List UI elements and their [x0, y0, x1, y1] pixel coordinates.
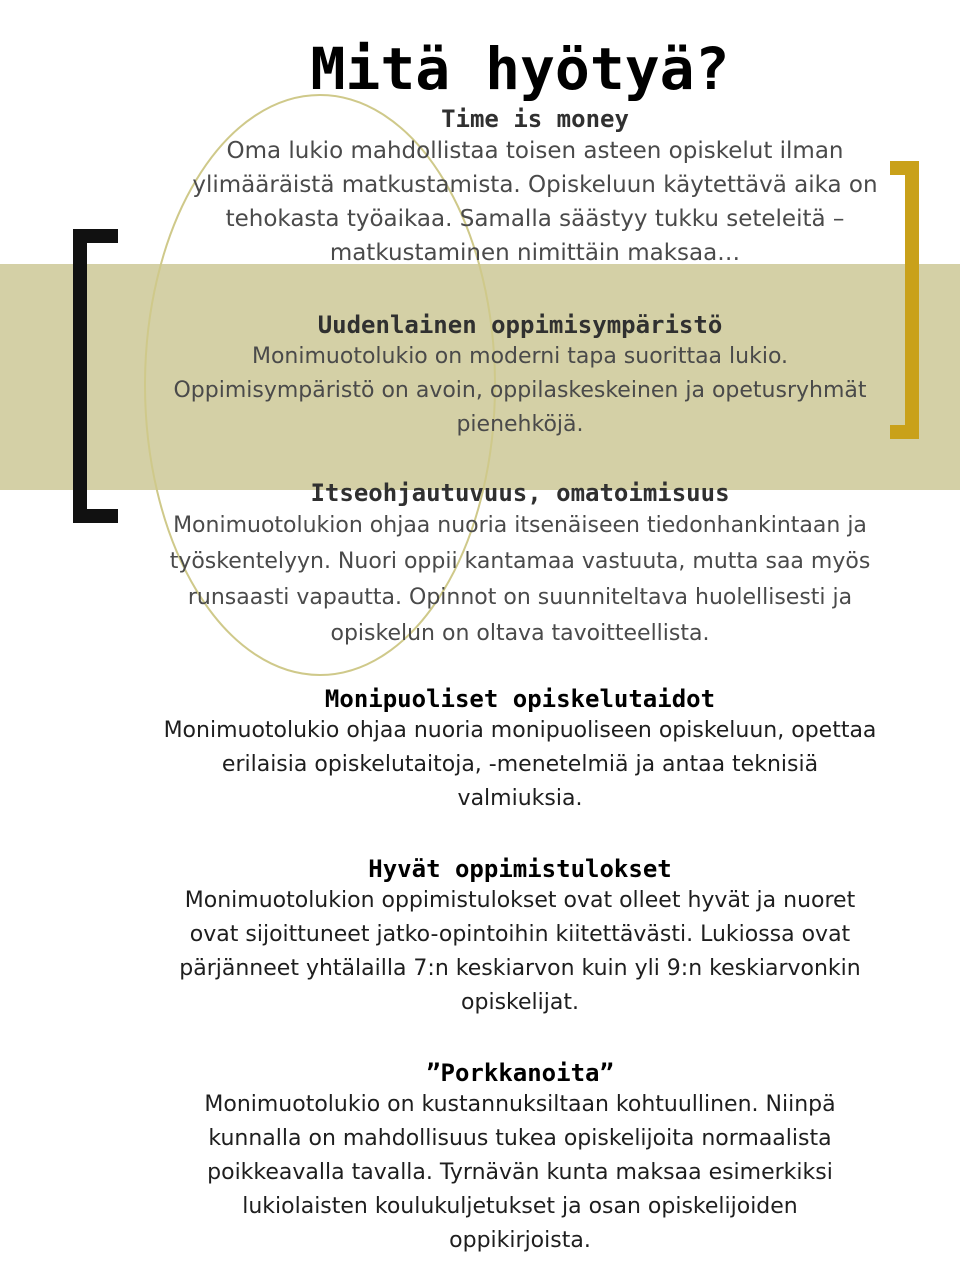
- page-title: Mitä hyötyä?: [310, 34, 730, 103]
- section-line: opiskelijat.: [461, 990, 579, 1015]
- section-line: valmiuksia.: [457, 786, 583, 811]
- section-line: tehokasta työaikaa. Samalla säästyy tukku seteleitä –: [225, 206, 845, 232]
- section-incentives: [70, 1058, 960, 1258]
- section-self-direction: [90, 478, 950, 652]
- section-line: oppikirjoista.: [449, 1228, 591, 1253]
- section-line: Monimuotolukio on moderni tapa suorittaa lukio.: [251, 344, 789, 369]
- section-heading: Hyvät oppimistulokset: [368, 855, 672, 883]
- section-heading: Uudenlainen oppimisympäristö: [317, 311, 723, 339]
- section-line: erilaisia opiskelutaitoja, -menetelmiä ja antaa teknisiä: [221, 752, 819, 777]
- section-learning-results: [70, 854, 960, 1020]
- section-time-is-money: [135, 104, 935, 270]
- section-line: Monimuotolukion oppimistulokset ovat olleet hyvät ja nuoret: [184, 888, 856, 913]
- section-line: poikkeavalla tavalla. Tyrnävän kunta maksaa esimerkiksi: [207, 1160, 833, 1185]
- section-heading: Itseohjautuvuus, omatoimisuus: [310, 479, 730, 507]
- section-line: matkustaminen nimittäin maksaa…: [329, 240, 741, 266]
- section-line: lukiolaisten koulukuljetukset ja osan opiskelijoiden: [242, 1194, 798, 1219]
- section-line: Monimuotolukio on kustannuksiltaan kohtuullinen. Niinpä: [204, 1092, 836, 1117]
- section-line: opiskelun on oltava tavoitteellista.: [330, 621, 710, 646]
- section-line: Monimuotolukion ohjaa nuoria itsenäiseen tiedonhankintaan ja: [173, 513, 867, 538]
- section-line: pienehköjä.: [456, 412, 584, 437]
- section-line: ovat sijoittuneet jatko-opintoihin kiitettävästi. Lukiossa ovat: [189, 922, 851, 947]
- section-line: ylimääräistä matkustamista. Opiskeluun käytettävä aika on: [192, 172, 878, 198]
- section-line: Monimuotolukio ohjaa nuoria monipuoliseen opiskeluun, opettaa: [163, 718, 877, 743]
- section-line: pärjänneet yhtälailla 7:n keskiarvon kuin yli 9:n keskiarvonkin: [179, 956, 861, 981]
- section-study-skills: [70, 684, 960, 816]
- section-line: Oppimisympäristö on avoin, oppilaskeskeinen ja opetusryhmät: [173, 378, 867, 403]
- section-line: kunnalla on mahdollisuus tukea opiskelijoita normaalista: [208, 1126, 832, 1151]
- section-heading: ”Porkkanoita”: [426, 1059, 614, 1087]
- section-line: Oma lukio mahdollistaa toisen asteen opiskelut ilman: [226, 138, 844, 164]
- section-line: työskentelyyn. Nuori oppii kantamaa vastuuta, mutta saa myös: [169, 549, 871, 574]
- section-heading: Time is money: [441, 105, 629, 133]
- section-learning-environment: [90, 310, 950, 442]
- section-line: runsaasti vapautta. Opinnot on suunniteltava huolellisesti ja: [187, 585, 853, 610]
- section-heading: Monipuoliset opiskelutaidot: [324, 685, 716, 713]
